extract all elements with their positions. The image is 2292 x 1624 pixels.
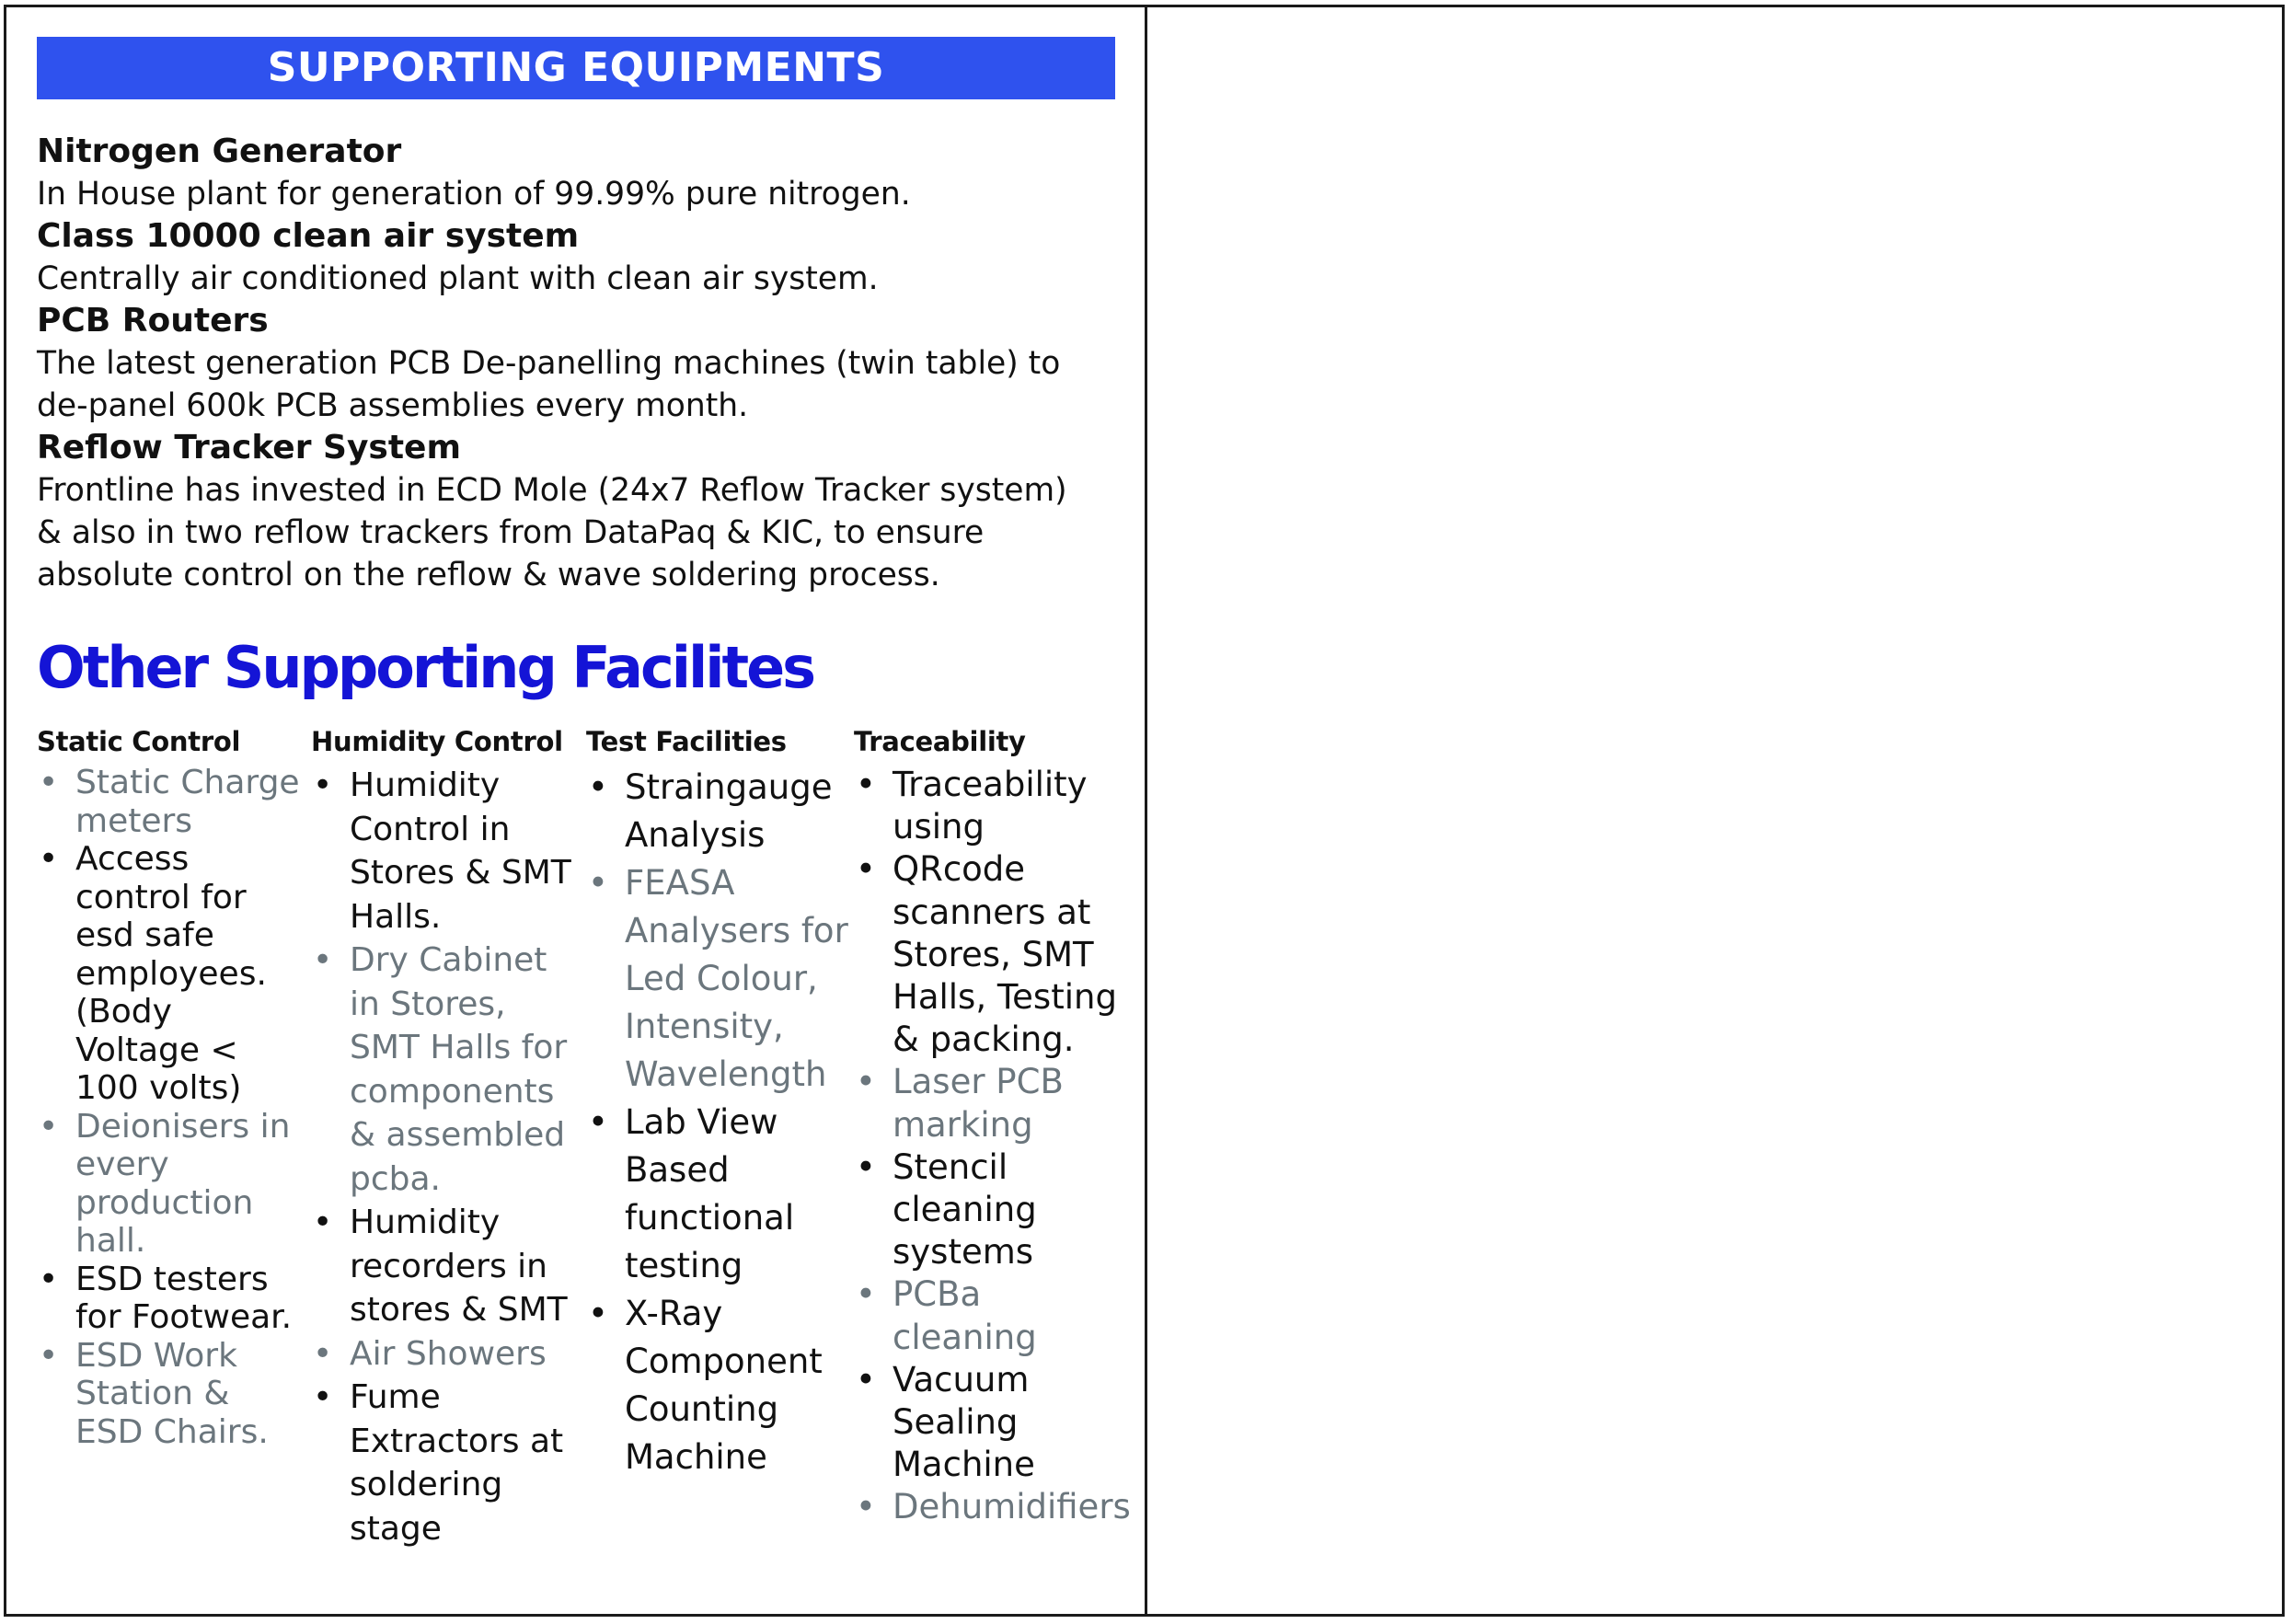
bullet-icon: • [313,1334,333,1373]
equipment-item [37,215,1115,300]
bullet-icon: • [588,1102,608,1142]
list-item [854,1146,1121,1274]
equipment-text: In House plant for generation of 99.99% pure nitrogen. [37,176,911,213]
bullet-list [854,764,1131,1529]
list-item [311,939,587,1201]
list-item [854,764,1121,848]
column-heading: Traceability [854,726,1026,757]
bullet-icon: • [313,1378,333,1416]
list-item [586,1099,853,1290]
list-item [854,1486,1131,1528]
list-item-text: FEASA Analysers for Led Colour, Intensity, Wavelength [625,863,848,1094]
equipment-heading: Reflow Tracker System [37,429,461,466]
bullet-list [311,764,587,1550]
list-item [37,1261,313,1337]
bullet-icon: • [39,1336,59,1375]
bullet-icon: • [856,1062,876,1102]
equipment-heading: Class 10000 clean air system [37,217,580,255]
bullet-icon: • [856,1487,876,1527]
bullet-icon: • [856,849,876,890]
list-item [311,1332,587,1376]
list-item-text: Humidity Control in Stores & SMT Halls. [350,766,571,936]
list-item-text: Laser PCB marking [893,1062,1064,1145]
list-item-text: ESD Work Station & ESD Chairs. [75,1336,269,1451]
list-item-text: Vacuum Sealing Machine [893,1359,1035,1485]
list-item-text: Static Charge meters [75,764,300,840]
list-item-text: Deionisers in every production hall. [75,1107,291,1260]
bullet-icon: • [588,863,608,903]
list-item-text: Air Showers [350,1334,547,1373]
left-panel [37,37,1131,1551]
bullet-icon: • [856,765,876,804]
section-banner: SUPPORTING EQUIPMENTS [37,37,1115,99]
list-item-text: Traceability using [893,765,1088,847]
bullet-list [586,764,853,1481]
list-item-text: Straingauge Analysis [625,767,833,855]
facility-column-traceability [854,723,1131,1529]
center-divider [1145,5,1147,1617]
list-item-text: Humidity recorders in stores & SMT [350,1204,568,1329]
list-item-text: Access control for esd safe employees. (Body Voltage < 100 volts) [75,840,267,1107]
bullet-list [37,764,313,1451]
list-item-text: Dehumidifiers [893,1487,1131,1527]
bullet-icon: • [39,1107,59,1146]
list-item [586,764,853,859]
list-item [37,1337,313,1452]
list-item [854,848,1121,1061]
list-item [854,1273,1121,1358]
equipment-list [37,131,1115,596]
column-heading: Humidity Control [311,726,563,757]
list-item [854,1061,1121,1146]
bullet-icon: • [39,840,59,878]
equipment-item [37,300,1115,427]
bullet-icon: • [313,1204,333,1241]
list-item-text: Lab View Based functional testing [625,1102,795,1285]
equipment-heading: PCB Routers [37,302,269,340]
equipment-item [37,427,1115,596]
list-item-text: Stencil cleaning systems [893,1146,1037,1273]
list-item-text: Dry Cabinet in Stores, SMT Halls for components & assembled pcba. [350,941,568,1198]
list-item-text: Fume Extractors at soldering stage [350,1378,564,1548]
list-item-text: X-Ray Component Counting Machine [625,1294,823,1477]
equipment-text: The latest generation PCB De-panelling machines (twin table) to de-panel 600k PCB assemblies every month. [37,345,1061,424]
list-item [854,1359,1121,1487]
list-item [311,764,587,939]
equipment-text: Frontline has invested in ECD Mole (24x7 Reflow Tracker system) & also in two reflow trackers from DataPaq & KIC, to ensure absolute control on the reflow & wave soldering process. [37,472,1067,593]
facilities-title: Other Supporting Facilites [37,634,814,701]
bullet-icon: • [856,1359,876,1399]
facility-column-static-control [37,723,313,1451]
list-item [37,764,313,840]
list-item [37,840,313,1108]
list-item [586,859,853,1099]
column-heading: Test Facilities [586,726,787,757]
bullet-icon: • [856,1146,876,1187]
list-item [311,1376,587,1550]
facility-column-test-facilities [586,723,853,1481]
equipment-heading: Nitrogen Generator [37,132,402,170]
equipment-text: Centrally air conditioned plant with clean air system. [37,260,879,297]
list-item [37,1108,313,1261]
list-item-text: ESD testers for Footwear. [75,1260,293,1336]
column-heading: Static Control [37,726,241,757]
bullet-icon: • [588,767,608,807]
bullet-icon: • [588,1294,608,1333]
list-item [311,1201,587,1332]
list-item-text: QRcode scanners at Stores, SMT Halls, Testing & packing. [893,849,1117,1060]
bullet-icon: • [313,766,333,804]
list-item-text: PCBa cleaning [893,1274,1037,1357]
bullet-icon: • [313,941,333,979]
facility-column-humidity-control [311,723,587,1550]
equipment-item [37,131,1115,215]
bullet-icon: • [39,1260,59,1298]
facilities-columns [37,723,1131,1551]
bullet-icon: • [39,764,59,801]
list-item [586,1290,853,1481]
bullet-icon: • [856,1274,876,1315]
